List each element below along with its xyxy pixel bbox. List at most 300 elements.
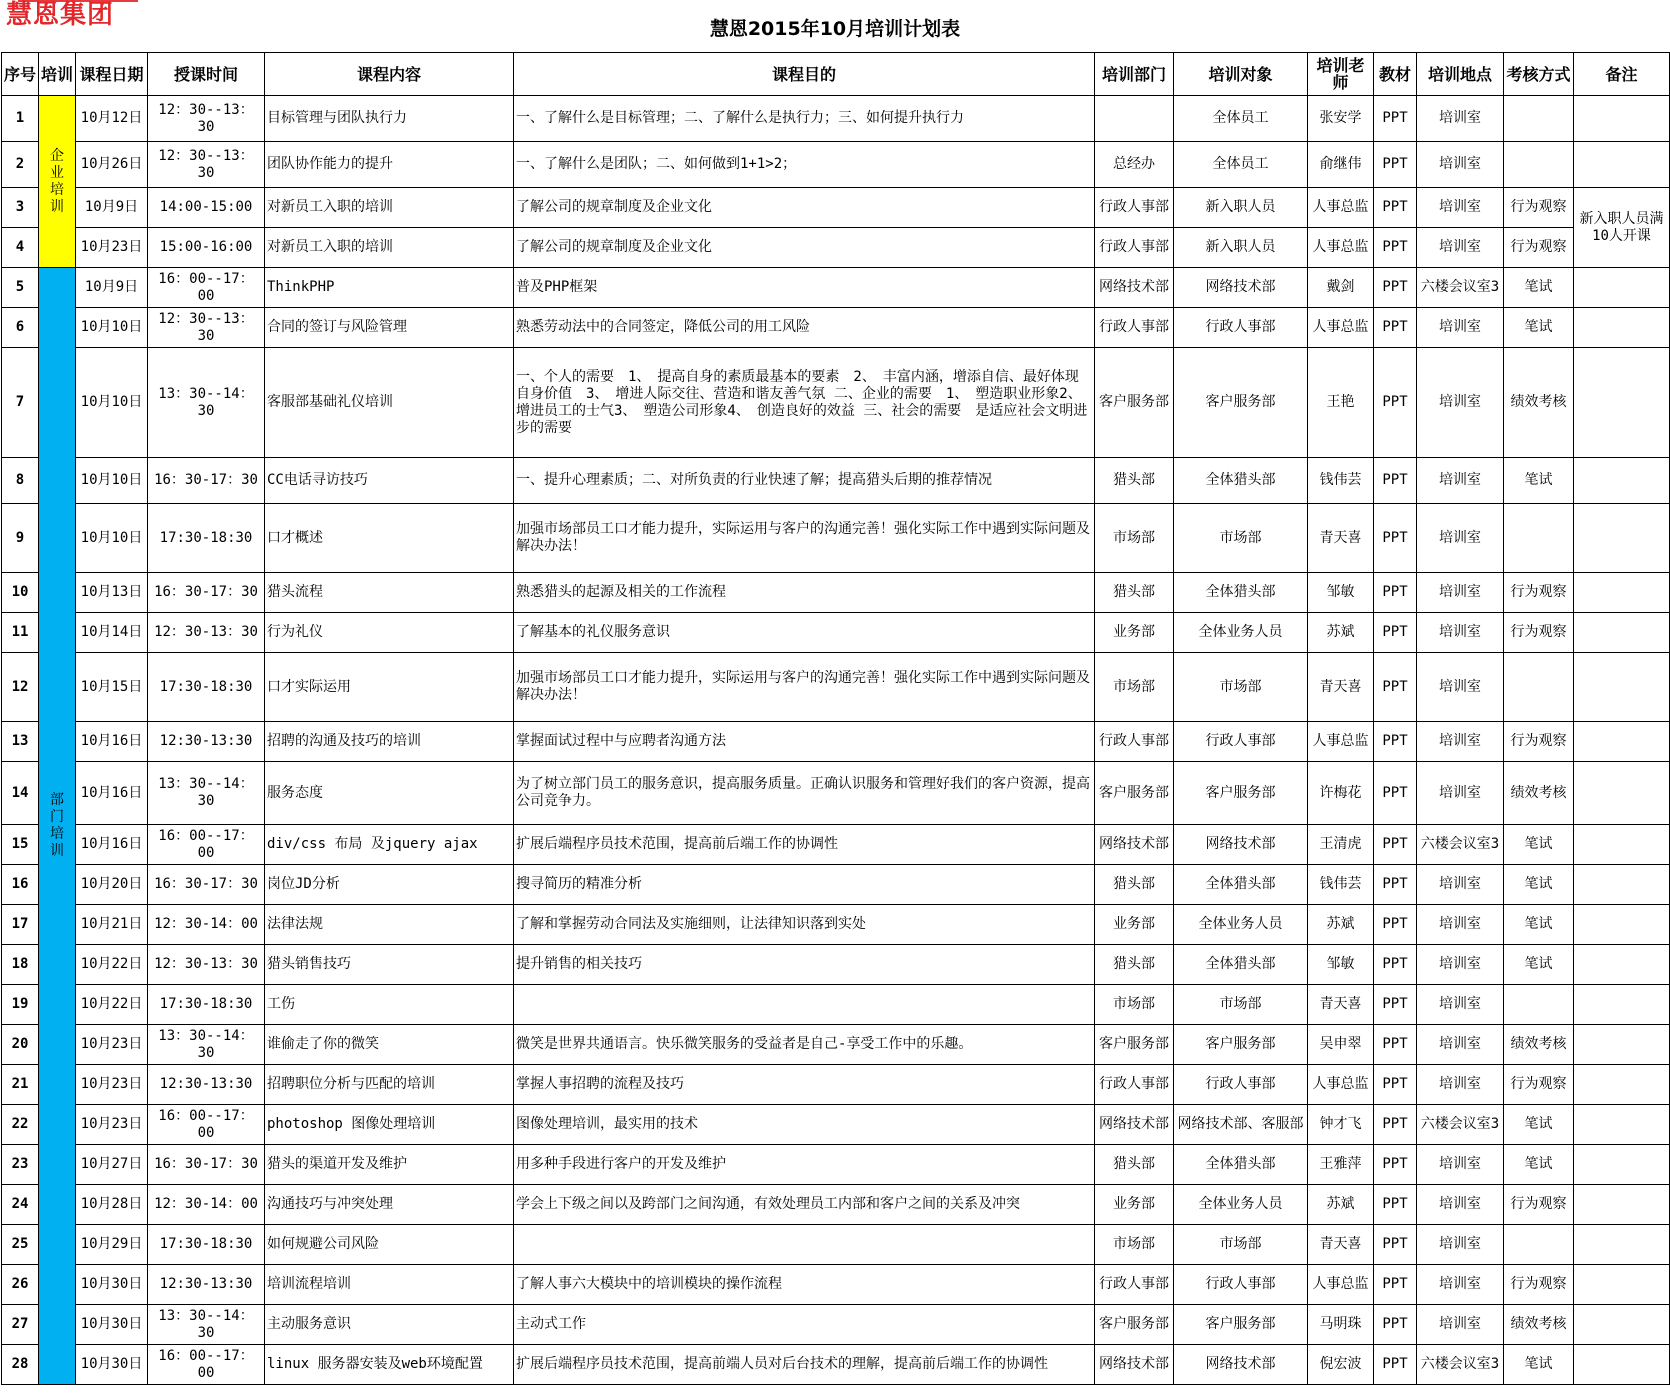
course-date: 10月9日 (76, 188, 148, 228)
material: PPT (1374, 905, 1417, 945)
row-number: 16 (2, 865, 39, 905)
course-goal: 主动式工作 (514, 1305, 1095, 1345)
trainer: 张安学 (1308, 96, 1374, 142)
row-number: 1 (2, 96, 39, 142)
training-dept: 网络技术部 (1095, 1105, 1174, 1145)
assessment (1504, 96, 1574, 142)
row-number: 15 (2, 825, 39, 865)
assessment: 笔试 (1504, 308, 1574, 348)
training-place: 培训室 (1417, 905, 1504, 945)
course-goal: 掌握人事招聘的流程及技巧 (514, 1065, 1095, 1105)
course-time: 12：30--13：30 (148, 142, 265, 188)
course-date: 10月28日 (76, 1185, 148, 1225)
table-row (2, 348, 1670, 458)
header-note: 备注 (1574, 53, 1670, 96)
training-place: 培训室 (1417, 653, 1504, 722)
assessment: 笔试 (1504, 268, 1574, 308)
header-time: 授课时间 (148, 53, 265, 96)
training-target: 新入职人员 (1174, 228, 1308, 268)
course-date: 10月9日 (76, 268, 148, 308)
category-label: 部门培训 (50, 792, 64, 859)
training-place: 培训室 (1417, 1185, 1504, 1225)
trainer: 戴剑 (1308, 268, 1374, 308)
course-goal: 用多种手段进行客户的开发及维护 (514, 1145, 1095, 1185)
course-content: 谁偷走了你的微笑 (265, 1025, 514, 1065)
course-time: 16：30-17：30 (148, 573, 265, 613)
remark (1574, 1225, 1670, 1265)
trainer: 青天喜 (1308, 985, 1374, 1025)
header-course: 课程内容 (265, 53, 514, 96)
trainer: 王清虎 (1308, 825, 1374, 865)
training-place: 培训室 (1417, 945, 1504, 985)
course-goal (514, 985, 1095, 1025)
training-place: 培训室 (1417, 762, 1504, 825)
training-place: 六楼会议室3 (1417, 825, 1504, 865)
training-dept: 网络技术部 (1095, 825, 1174, 865)
course-content: div/css 布局 及jquery ajax (265, 825, 514, 865)
course-time: 14:00-15:00 (148, 188, 265, 228)
assessment: 行为观察 (1504, 1065, 1574, 1105)
course-goal: 加强市场部员工口才能力提升，实际运用与客户的沟通完善！强化实际工作中遇到实际问题及解决办法！ (514, 653, 1095, 722)
remark (1574, 1105, 1670, 1145)
course-time: 16：00--17：00 (148, 1345, 265, 1385)
course-date: 10月29日 (76, 1225, 148, 1265)
training-target: 行政人事部 (1174, 1265, 1308, 1305)
training-target: 网络技术部 (1174, 825, 1308, 865)
training-place: 培训室 (1417, 722, 1504, 762)
course-content: 岗位JD分析 (265, 865, 514, 905)
training-target: 市场部 (1174, 1225, 1308, 1265)
course-content: 口才概述 (265, 504, 514, 573)
material: PPT (1374, 653, 1417, 722)
table-row (2, 1185, 1670, 1225)
course-time: 16：30-17：30 (148, 1145, 265, 1185)
remark (1574, 142, 1670, 188)
trainer: 王艳 (1308, 348, 1374, 458)
training-dept: 市场部 (1095, 504, 1174, 573)
trainer: 人事总监 (1308, 308, 1374, 348)
training-dept: 行政人事部 (1095, 722, 1174, 762)
table-row (2, 762, 1670, 825)
course-goal: 熟悉猎头的起源及相关的工作流程 (514, 573, 1095, 613)
training-dept: 市场部 (1095, 653, 1174, 722)
material: PPT (1374, 188, 1417, 228)
course-time: 16：00--17：00 (148, 825, 265, 865)
course-time: 13：30--14：30 (148, 348, 265, 458)
training-place: 六楼会议室3 (1417, 1345, 1504, 1385)
table-row (2, 1305, 1670, 1345)
training-dept: 网络技术部 (1095, 1345, 1174, 1385)
remark (1574, 268, 1670, 308)
course-goal: 扩展后端程序员技术范围，提高前后端工作的协调性 (514, 825, 1095, 865)
row-number: 4 (2, 228, 39, 268)
course-content: 对新员工入职的培训 (265, 228, 514, 268)
header-teacher: 培训老师 (1308, 53, 1374, 96)
material: PPT (1374, 825, 1417, 865)
material: PPT (1374, 308, 1417, 348)
table-row (2, 1265, 1670, 1305)
training-place: 培训室 (1417, 613, 1504, 653)
category-department (39, 268, 76, 1385)
table-row (2, 458, 1670, 504)
course-date: 10月23日 (76, 228, 148, 268)
remark (1574, 1305, 1670, 1345)
course-goal: 为了树立部门员工的服务意识，提高服务质量。正确认识服务和管理好我们的客户资源，提高公司竞争力。 (514, 762, 1095, 825)
row-number: 11 (2, 613, 39, 653)
assessment: 绩效考核 (1504, 348, 1574, 458)
trainer: 人事总监 (1308, 1065, 1374, 1105)
course-date: 10月20日 (76, 865, 148, 905)
assessment: 行为观察 (1504, 1265, 1574, 1305)
training-place: 培训室 (1417, 142, 1504, 188)
course-date: 10月16日 (76, 825, 148, 865)
training-target: 行政人事部 (1174, 1065, 1308, 1105)
course-goal: 了解基本的礼仪服务意识 (514, 613, 1095, 653)
training-target: 市场部 (1174, 653, 1308, 722)
training-target: 全体业务人员 (1174, 1185, 1308, 1225)
table-row (2, 653, 1670, 722)
training-dept: 总经办 (1095, 142, 1174, 188)
assessment: 行为观察 (1504, 228, 1574, 268)
trainer: 青天喜 (1308, 653, 1374, 722)
course-time: 16：30-17：30 (148, 458, 265, 504)
training-target: 行政人事部 (1174, 308, 1308, 348)
row-number: 18 (2, 945, 39, 985)
assessment: 笔试 (1504, 905, 1574, 945)
course-content: 目标管理与团队执行力 (265, 96, 514, 142)
row-number: 7 (2, 348, 39, 458)
course-goal: 一、了解什么是团队；二、如何做到1+1>2； (514, 142, 1095, 188)
row-number: 13 (2, 722, 39, 762)
course-goal: 了解和掌握劳动合同法及实施细则，让法律知识落到实处 (514, 905, 1095, 945)
remark (1574, 945, 1670, 985)
remark: 新入职人员满10人开课 (1574, 188, 1670, 268)
assessment: 笔试 (1504, 865, 1574, 905)
assessment: 绩效考核 (1504, 1025, 1574, 1065)
course-time: 15:00-16:00 (148, 228, 265, 268)
remark (1574, 1065, 1670, 1105)
material: PPT (1374, 458, 1417, 504)
material: PPT (1374, 1345, 1417, 1385)
row-number: 25 (2, 1225, 39, 1265)
course-content: 招聘职位分析与匹配的培训 (265, 1065, 514, 1105)
assessment: 笔试 (1504, 458, 1574, 504)
training-dept: 业务部 (1095, 1185, 1174, 1225)
assessment: 行为观察 (1504, 722, 1574, 762)
course-content: 口才实际运用 (265, 653, 514, 722)
course-content: 猎头流程 (265, 573, 514, 613)
header-material: 教材 (1374, 53, 1417, 96)
course-time: 17:30-18:30 (148, 985, 265, 1025)
course-content: 培训流程培训 (265, 1265, 514, 1305)
training-dept: 市场部 (1095, 1225, 1174, 1265)
course-goal: 了解公司的规章制度及企业文化 (514, 228, 1095, 268)
course-content: linux 服务器安装及web环境配置 (265, 1345, 514, 1385)
training-dept: 客户服务部 (1095, 348, 1174, 458)
training-dept: 行政人事部 (1095, 188, 1174, 228)
course-content: 法律法规 (265, 905, 514, 945)
assessment: 绩效考核 (1504, 762, 1574, 825)
trainer: 苏斌 (1308, 905, 1374, 945)
material: PPT (1374, 348, 1417, 458)
header-target: 培训对象 (1174, 53, 1308, 96)
table-row (2, 1225, 1670, 1265)
table-row (2, 1345, 1670, 1385)
training-place: 培训室 (1417, 1065, 1504, 1105)
trainer: 苏斌 (1308, 1185, 1374, 1225)
course-content: 沟通技巧与冲突处理 (265, 1185, 514, 1225)
trainer: 人事总监 (1308, 1265, 1374, 1305)
course-goal: 普及PHP框架 (514, 268, 1095, 308)
course-content: 服务态度 (265, 762, 514, 825)
course-date: 10月12日 (76, 96, 148, 142)
training-target: 全体猎头部 (1174, 1145, 1308, 1185)
trainer: 王雅萍 (1308, 1145, 1374, 1185)
assessment (1504, 142, 1574, 188)
training-place: 培训室 (1417, 228, 1504, 268)
course-goal: 微笑是世界共通语言。快乐微笑服务的受益者是自己-享受工作中的乐趣。 (514, 1025, 1095, 1065)
course-date: 10月16日 (76, 762, 148, 825)
training-dept: 猎头部 (1095, 945, 1174, 985)
course-content: photoshop 图像处理培训 (265, 1105, 514, 1145)
header-row (2, 53, 1670, 96)
course-content: 行为礼仪 (265, 613, 514, 653)
remark (1574, 653, 1670, 722)
course-date: 10月23日 (76, 1025, 148, 1065)
row-number: 10 (2, 573, 39, 613)
course-time: 13：30--14：30 (148, 762, 265, 825)
course-goal: 图像处理培训，最实用的技术 (514, 1105, 1095, 1145)
trainer: 青天喜 (1308, 504, 1374, 573)
course-date: 10月23日 (76, 1105, 148, 1145)
table-row (2, 1105, 1670, 1145)
table-row (2, 985, 1670, 1025)
training-dept: 客户服务部 (1095, 1025, 1174, 1065)
table-row (2, 945, 1670, 985)
training-place: 培训室 (1417, 1145, 1504, 1185)
page-title: 慧恩2015年10月培训计划表 (709, 18, 961, 40)
course-goal: 了解人事六大模块中的培训模块的操作流程 (514, 1265, 1095, 1305)
material: PPT (1374, 762, 1417, 825)
row-number: 22 (2, 1105, 39, 1145)
remark (1574, 825, 1670, 865)
header-assess: 考核方式 (1504, 53, 1574, 96)
material: PPT (1374, 985, 1417, 1025)
course-date: 10月10日 (76, 504, 148, 573)
training-target: 全体猎头部 (1174, 573, 1308, 613)
table-row (2, 573, 1670, 613)
trainer: 许梅花 (1308, 762, 1374, 825)
course-date: 10月16日 (76, 722, 148, 762)
course-date: 10月10日 (76, 308, 148, 348)
training-dept: 行政人事部 (1095, 228, 1174, 268)
table-body (2, 96, 1670, 1385)
course-time: 12：30--13：30 (148, 96, 265, 142)
assessment: 绩效考核 (1504, 1305, 1574, 1345)
course-date: 10月30日 (76, 1345, 148, 1385)
course-time: 16：00--17：00 (148, 268, 265, 308)
logo-text: 慧恩集团 (6, 0, 115, 30)
material: PPT (1374, 268, 1417, 308)
remark (1574, 1145, 1670, 1185)
course-time: 12：30-13：30 (148, 945, 265, 985)
training-place: 培训室 (1417, 1305, 1504, 1345)
course-time: 13：30--14：30 (148, 1025, 265, 1065)
training-target: 客户服务部 (1174, 348, 1308, 458)
training-dept: 猎头部 (1095, 1145, 1174, 1185)
training-target: 全体业务人员 (1174, 905, 1308, 945)
training-place: 培训室 (1417, 1265, 1504, 1305)
training-place: 培训室 (1417, 985, 1504, 1025)
material: PPT (1374, 1185, 1417, 1225)
category-label: 企业培训 (50, 147, 64, 215)
course-date: 10月15日 (76, 653, 148, 722)
remark (1574, 96, 1670, 142)
training-target: 市场部 (1174, 504, 1308, 573)
trainer: 钱伟芸 (1308, 458, 1374, 504)
trainer: 青天喜 (1308, 1225, 1374, 1265)
training-dept: 业务部 (1095, 613, 1174, 653)
remark (1574, 308, 1670, 348)
course-date: 10月27日 (76, 1145, 148, 1185)
row-number: 21 (2, 1065, 39, 1105)
course-content: 合同的签订与风险管理 (265, 308, 514, 348)
remark (1574, 613, 1670, 653)
material: PPT (1374, 1265, 1417, 1305)
course-date: 10月30日 (76, 1265, 148, 1305)
training-dept: 行政人事部 (1095, 1065, 1174, 1105)
course-goal: 一、了解什么是目标管理；二、了解什么是执行力；三、如何提升执行力 (514, 96, 1095, 142)
training-target: 全体猎头部 (1174, 458, 1308, 504)
remark (1574, 1345, 1670, 1385)
trainer: 人事总监 (1308, 228, 1374, 268)
trainer: 吴申翠 (1308, 1025, 1374, 1065)
remark (1574, 985, 1670, 1025)
course-goal: 熟悉劳动法中的合同签定，降低公司的用工风险 (514, 308, 1095, 348)
table-row (2, 188, 1670, 228)
trainer: 邹敏 (1308, 573, 1374, 613)
table-row (2, 504, 1670, 573)
course-goal: 扩展后端程序员技术范围，提高前端人员对后台技术的理解，提高前后端工作的协调性 (514, 1345, 1095, 1385)
assessment: 笔试 (1504, 1105, 1574, 1145)
table-row (2, 1145, 1670, 1185)
trainer: 马明珠 (1308, 1305, 1374, 1345)
table-row (2, 268, 1670, 308)
remark (1574, 762, 1670, 825)
row-number: 3 (2, 188, 39, 228)
material: PPT (1374, 504, 1417, 573)
trainer: 邹敏 (1308, 945, 1374, 985)
remark (1574, 348, 1670, 458)
course-goal: 掌握面试过程中与应聘者沟通方法 (514, 722, 1095, 762)
course-goal: 加强市场部员工口才能力提升，实际运用与客户的沟通完善！强化实际工作中遇到实际问题及解决办法！ (514, 504, 1095, 573)
training-place: 六楼会议室3 (1417, 1105, 1504, 1145)
row-number: 12 (2, 653, 39, 722)
training-place: 培训室 (1417, 504, 1504, 573)
course-time: 17:30-18:30 (148, 1225, 265, 1265)
course-date: 10月10日 (76, 348, 148, 458)
training-dept: 网络技术部 (1095, 268, 1174, 308)
training-target: 市场部 (1174, 985, 1308, 1025)
training-dept: 业务部 (1095, 905, 1174, 945)
course-content: 工伤 (265, 985, 514, 1025)
training-target: 客户服务部 (1174, 1025, 1308, 1065)
material: PPT (1374, 722, 1417, 762)
training-target: 客户服务部 (1174, 762, 1308, 825)
course-goal: 搜寻简历的精准分析 (514, 865, 1095, 905)
training-dept: 猎头部 (1095, 458, 1174, 504)
course-time: 17:30-18:30 (148, 653, 265, 722)
course-date: 10月22日 (76, 985, 148, 1025)
material: PPT (1374, 613, 1417, 653)
course-date: 10月26日 (76, 142, 148, 188)
course-goal: 一、提升心理素质；二、对所负责的行业快速了解；提高猎头后期的推荐情况 (514, 458, 1095, 504)
row-number: 24 (2, 1185, 39, 1225)
assessment: 行为观察 (1504, 613, 1574, 653)
row-number: 14 (2, 762, 39, 825)
course-goal (514, 1225, 1095, 1265)
row-number: 9 (2, 504, 39, 573)
training-place: 培训室 (1417, 348, 1504, 458)
material: PPT (1374, 1145, 1417, 1185)
course-goal: 学会上下级之间以及跨部门之间沟通，有效处理员工内部和客户之间的关系及冲突 (514, 1185, 1095, 1225)
remark (1574, 865, 1670, 905)
material: PPT (1374, 573, 1417, 613)
material: PPT (1374, 228, 1417, 268)
remark (1574, 1025, 1670, 1065)
training-target: 网络技术部 (1174, 268, 1308, 308)
training-target: 客户服务部 (1174, 1305, 1308, 1345)
material: PPT (1374, 96, 1417, 142)
course-content: 如何规避公司风险 (265, 1225, 514, 1265)
training-target: 全体业务人员 (1174, 613, 1308, 653)
course-date: 10月10日 (76, 458, 148, 504)
course-content: 对新员工入职的培训 (265, 188, 514, 228)
course-date: 10月22日 (76, 945, 148, 985)
remark (1574, 722, 1670, 762)
table-row (2, 722, 1670, 762)
course-content: ThinkPHP (265, 268, 514, 308)
course-date: 10月21日 (76, 905, 148, 945)
material: PPT (1374, 1225, 1417, 1265)
training-place: 培训室 (1417, 96, 1504, 142)
table-row (2, 228, 1670, 268)
assessment: 行为观察 (1504, 573, 1574, 613)
training-place: 培训室 (1417, 865, 1504, 905)
training-place: 培训室 (1417, 308, 1504, 348)
training-dept: 市场部 (1095, 985, 1174, 1025)
remark (1574, 1185, 1670, 1225)
trainer: 钱伟芸 (1308, 865, 1374, 905)
header-category: 培训 (39, 53, 76, 96)
course-date: 10月13日 (76, 573, 148, 613)
table-row (2, 865, 1670, 905)
table-row (2, 142, 1670, 188)
training-target: 全体猎头部 (1174, 865, 1308, 905)
assessment (1504, 653, 1574, 722)
row-number: 26 (2, 1265, 39, 1305)
training-place: 培训室 (1417, 573, 1504, 613)
trainer: 人事总监 (1308, 188, 1374, 228)
course-time: 12：30-13：30 (148, 613, 265, 653)
category-enterprise (39, 96, 76, 268)
training-dept: 行政人事部 (1095, 1265, 1174, 1305)
remark (1574, 905, 1670, 945)
material: PPT (1374, 142, 1417, 188)
training-target: 全体员工 (1174, 142, 1308, 188)
row-number: 28 (2, 1345, 39, 1385)
training-place: 培训室 (1417, 188, 1504, 228)
